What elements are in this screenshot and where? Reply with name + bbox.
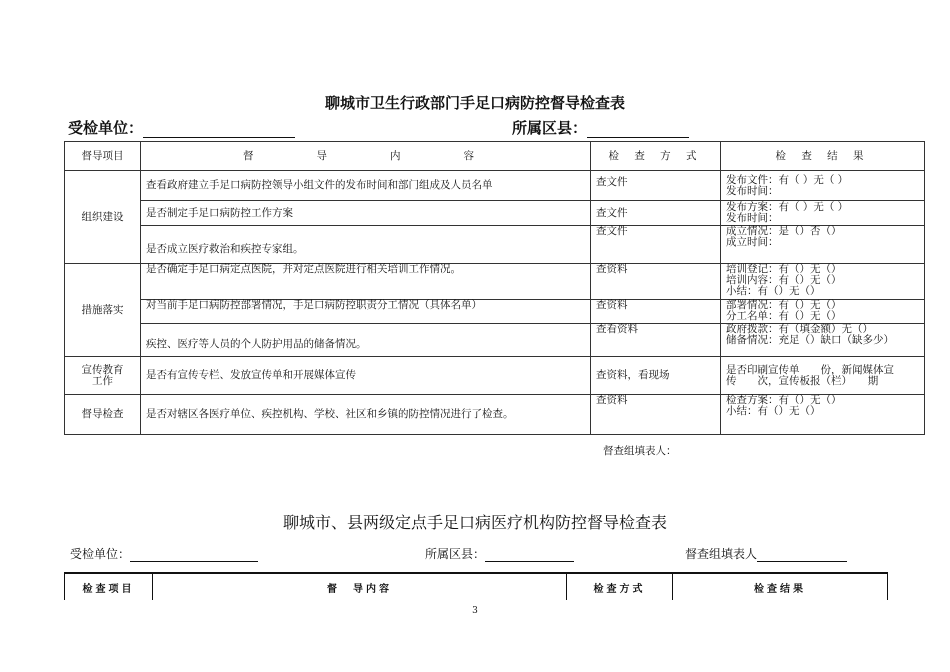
- result-cell: [721, 201, 925, 226]
- table-row: [65, 395, 925, 435]
- content-cell: 查看政府建立手足口病防控领导小组文件的发布时间和部门组成及人员名单: [141, 171, 591, 201]
- method-cell: 查资料: [591, 264, 721, 300]
- content-cell: 是否有宣传专栏、发放宣传单和开展媒体宣传: [141, 357, 591, 395]
- district-field-2: [425, 545, 574, 562]
- table-row: [65, 201, 925, 226]
- inspected-unit-field: [68, 117, 295, 138]
- page-number: 3: [472, 606, 478, 616]
- header-content: 督 导内容: [153, 573, 567, 600]
- result-line: 发布方案：有（ ）无（ ）: [726, 201, 849, 213]
- header-content: 督 导 内 容: [141, 142, 591, 171]
- hospital-table: [64, 572, 888, 600]
- inspected-unit-field-2: [70, 545, 258, 562]
- category-measures: 措施落实: [65, 264, 141, 357]
- category-line: 宣传教育: [81, 363, 124, 376]
- form-title: 聊城市卫生行政部门手足口病防控督导检查表: [324, 94, 625, 112]
- content-cell: 疾控、医疗等人员的个人防护用品的储备情况。: [141, 324, 591, 357]
- filler-field-2: [685, 545, 847, 562]
- filler-label-2: 督查组填表人: [685, 547, 758, 561]
- result-line: 部署情况：有（）无（）: [726, 299, 842, 311]
- result-line: 小结：有（）无（）: [726, 405, 821, 417]
- result-line: 成立时间：: [726, 236, 779, 248]
- table-row: [65, 300, 925, 324]
- table-row: [65, 226, 925, 264]
- table-header-row: [65, 142, 925, 171]
- inspected-unit-blank-2[interactable]: [130, 548, 258, 562]
- result-cell: [721, 226, 925, 264]
- result-line: 政府拨款：有（填金额）无（）: [726, 323, 873, 335]
- content-cell: 是否对辖区各医疗单位、疾控机构、学校、社区和乡镇的防控情况进行了检查。: [141, 395, 591, 435]
- result-line: 培训内容：有（）无（）: [726, 274, 842, 286]
- result-cell: [721, 300, 925, 324]
- method-cell: 查资料: [591, 395, 721, 435]
- result-line: 传 次，宣传板报（栏） 期: [726, 374, 879, 387]
- result-line: 是否印刷宣传单 份，新闻媒体宣: [726, 363, 894, 376]
- result-cell: [721, 264, 925, 300]
- category-org: 组织建设: [65, 171, 141, 264]
- method-cell: 查资料: [591, 300, 721, 324]
- result-line: 发布文件：有（ ）无（ ）: [726, 173, 849, 186]
- table-row: [65, 171, 925, 201]
- content-cell: 是否确定手足口病定点医院，并对定点医院进行相关培训工作情况。: [141, 264, 591, 300]
- result-line: 分工名单：有（）无（）: [726, 310, 842, 322]
- table-row: [65, 324, 925, 357]
- header-item: 检查项目: [65, 573, 153, 600]
- category-supervision: 督导检查: [65, 395, 141, 435]
- result-line: 培训登记：有（）无（）: [726, 263, 842, 275]
- district-blank-2[interactable]: [485, 548, 574, 562]
- header-method: 检 查 方 式: [591, 142, 721, 171]
- header-item: 督导项目: [65, 142, 141, 171]
- result-line: 发布时间：: [726, 212, 779, 224]
- method-cell: 查看资料: [591, 324, 721, 357]
- filler-blank-2[interactable]: [757, 548, 847, 562]
- category-publicity: [65, 357, 141, 395]
- result-cell: [721, 171, 925, 201]
- form-title-2: 聊城市、县两级定点手足口病医疗机构防控督导检查表: [282, 513, 667, 532]
- content-cell: 是否成立医疗救治和疾控专家组。: [141, 226, 591, 264]
- method-cell: 查文件: [591, 226, 721, 264]
- table-row: [65, 357, 925, 395]
- supervision-table: [64, 141, 925, 435]
- result-line: 发布时间：: [726, 184, 779, 197]
- district-label: 所属区县：: [512, 119, 588, 137]
- header-result: 检查结果: [673, 573, 888, 600]
- result-line: 成立情况：是（）否（）: [726, 225, 842, 237]
- header-method: 检查方式: [567, 573, 673, 600]
- inspected-unit-label-2: 受检单位：: [70, 547, 131, 561]
- inspected-unit-blank[interactable]: [143, 123, 295, 138]
- result-cell: [721, 324, 925, 357]
- method-cell: 查资料，看现场: [591, 357, 721, 395]
- result-line: 小结：有（）无（）: [726, 285, 821, 297]
- result-cell: [721, 357, 925, 395]
- content-cell: 对当前手足口病防控部署情况，手足口病防控职责分工情况（具体名单）: [141, 300, 591, 324]
- table-row: [65, 264, 925, 300]
- category-line: 工作: [92, 374, 113, 387]
- table-header-row: [65, 573, 888, 600]
- method-cell: 查文件: [591, 171, 721, 201]
- district-field: [512, 117, 689, 138]
- header-result: 检 查 结 果: [721, 142, 925, 171]
- method-cell: 查文件: [591, 201, 721, 226]
- inspected-unit-label: 受检单位：: [68, 119, 144, 137]
- result-cell: [721, 395, 925, 435]
- district-label-2: 所属区县：: [425, 547, 486, 561]
- form-filler-label: 督查组填表人：: [603, 445, 677, 457]
- district-blank[interactable]: [587, 123, 689, 138]
- content-cell: 是否制定手足口病防控工作方案: [141, 201, 591, 226]
- result-line: 储备情况：充足（）缺口（缺多少）: [726, 334, 894, 346]
- result-line: 检查方案：有（）无（）: [726, 394, 842, 406]
